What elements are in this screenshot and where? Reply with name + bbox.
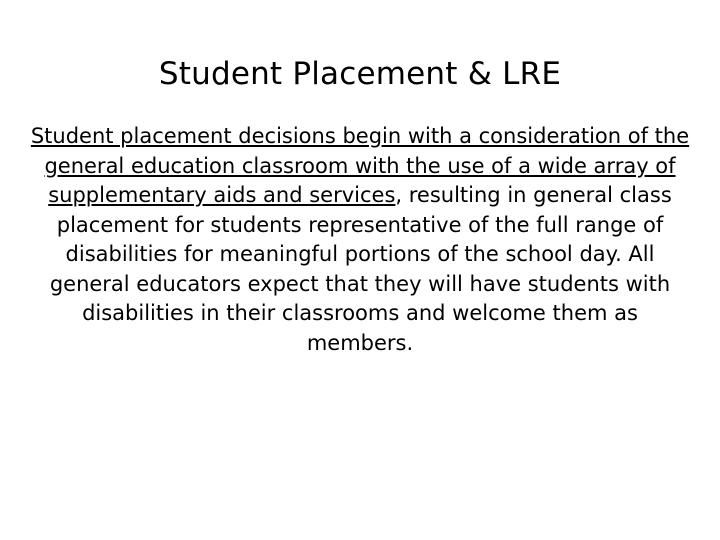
slide-body-paragraph — [30, 122, 690, 358]
underlined-phrase: Student placement decisions begin with a consideration of the general education classroom with the use of a wide array of supplementary aids and services — [30, 124, 690, 207]
paragraph-continuation: , resulting in general class placement for students representative of the full range of disabilities for meaningful portions of the school day. All general educators expect that they will have students with disabilities in their classrooms and welcome them as members. — [49, 183, 672, 355]
slide-title: Student Placement & LRE — [158, 56, 562, 92]
